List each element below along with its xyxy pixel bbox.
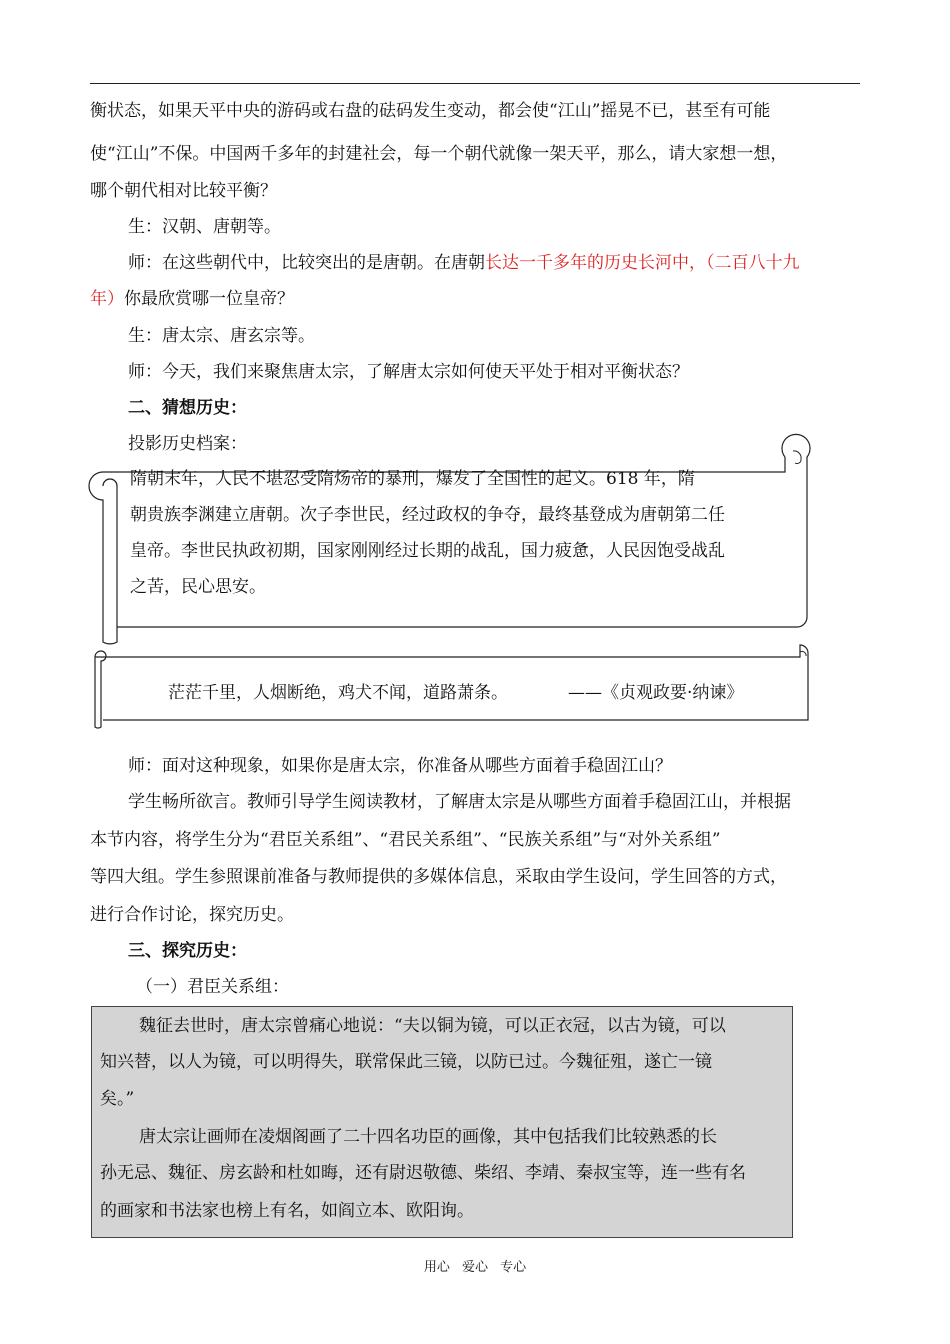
box-line: 的画家和书法家也榜上有名，如阎立本、欧阳询。 bbox=[100, 1201, 474, 1221]
box-line: 孙无忌、魏征、房玄龄和杜如晦，还有尉迟敬德、柴绍、李靖、秦叔宝等，连一些有名 bbox=[100, 1163, 746, 1183]
paragraph-line: 等四大组。学生参照课前准备与教师提供的多媒体信息，采取由学生设问，学生回答的方式， bbox=[90, 867, 787, 887]
page-footer: 用心 爱心 专心 bbox=[423, 1260, 527, 1275]
section-heading-3: 三、探究历史： bbox=[128, 941, 247, 961]
archive-line: 之苦，民心思安。 bbox=[130, 577, 266, 597]
highlight-text: 长达一千多年的历史长河中，（二百八十九 bbox=[485, 253, 800, 273]
section-heading-2: 二、猜想历史： bbox=[128, 398, 247, 418]
header-rule bbox=[90, 83, 860, 84]
teacher-line-1-text: 你最欣赏哪一位皇帝？ bbox=[124, 289, 294, 309]
quote-text: 茫茫千里，人烟断绝，鸡犬不闻，道路萧条。 bbox=[168, 683, 508, 703]
teacher-line-1-text: 师：在这些朝代中，比较突出的是唐朝。在唐朝 bbox=[128, 253, 485, 273]
paragraph-line: 进行合作讨论，探究历史。 bbox=[90, 905, 294, 925]
subheading-1: （一）君臣关系组： bbox=[136, 977, 289, 997]
paragraph-line: 学生畅所欲言。教师引导学生阅读教材，了解唐太宗是从哪些方面着手稳固江山，并根据 bbox=[128, 792, 791, 812]
paragraph-line: 本节内容，将学生分为“君臣关系组”、“君民关系组”、“民族关系组”与“对外关系组” bbox=[90, 830, 721, 850]
teacher-line-1 bbox=[128, 252, 903, 274]
teacher-line-2: 师：今天，我们来聚焦唐太宗，了解唐太宗如何使天平处于相对平衡状态？ bbox=[128, 362, 689, 382]
archive-line: 皇帝。李世民执政初期，国家刚刚经过长期的战乱，国力疲惫，人民因饱受战乱 bbox=[130, 541, 725, 561]
student-answer-1: 生：汉朝、唐朝等。 bbox=[128, 217, 281, 237]
archive-line: 朝贵族李渊建立唐朝。次子李世民，经过政权的争夺，最终基登成为唐朝第二任 bbox=[130, 505, 725, 525]
archive-line: 隋朝末年，人民不堪忍受隋炀帝的暴刑，爆发了全国性的起义。618 年，隋 bbox=[130, 469, 695, 489]
teacher-line-1-cont bbox=[90, 288, 865, 310]
quote-source: ——《贞观政要·纳谏》 bbox=[568, 683, 744, 703]
student-answer-2: 生：唐太宗、唐玄宗等。 bbox=[128, 326, 315, 346]
box-line: 矣。” bbox=[100, 1089, 135, 1109]
teacher-line-3: 师：面对这种现象，如果你是唐太宗，你准备从哪些方面着手稳固江山？ bbox=[128, 756, 672, 776]
box-line: 知兴替，以人为镜，可以明得失，联常保此三镜，以防已过。今魏征殂，遂亡一镜 bbox=[100, 1052, 712, 1072]
projection-label: 投影历史档案： bbox=[128, 434, 247, 454]
highlight-text: 年） bbox=[90, 289, 124, 309]
box-line: 魏征去世时，唐太宗曾痛心地说：“夫以铜为镜，可以正衣冠，以古为镜，可以 bbox=[139, 1016, 726, 1036]
paragraph-line: 哪个朝代相对比较平衡？ bbox=[90, 181, 277, 201]
paragraph-line: 使“江山”不保。中国两千多年的封建社会，每一个朝代就像一架天平，那么，请大家想一想， bbox=[90, 144, 788, 164]
box-line: 唐太宗让画师在凌烟阁画了二十四名功臣的画像，其中包括我们比较熟悉的长 bbox=[139, 1127, 717, 1147]
quote-box bbox=[91, 1006, 793, 1238]
paragraph-line: 衡状态，如果天平中央的游码或右盘的砝码发生变动，都会使“江山”摇晃不已，甚至有可能 bbox=[90, 101, 771, 121]
